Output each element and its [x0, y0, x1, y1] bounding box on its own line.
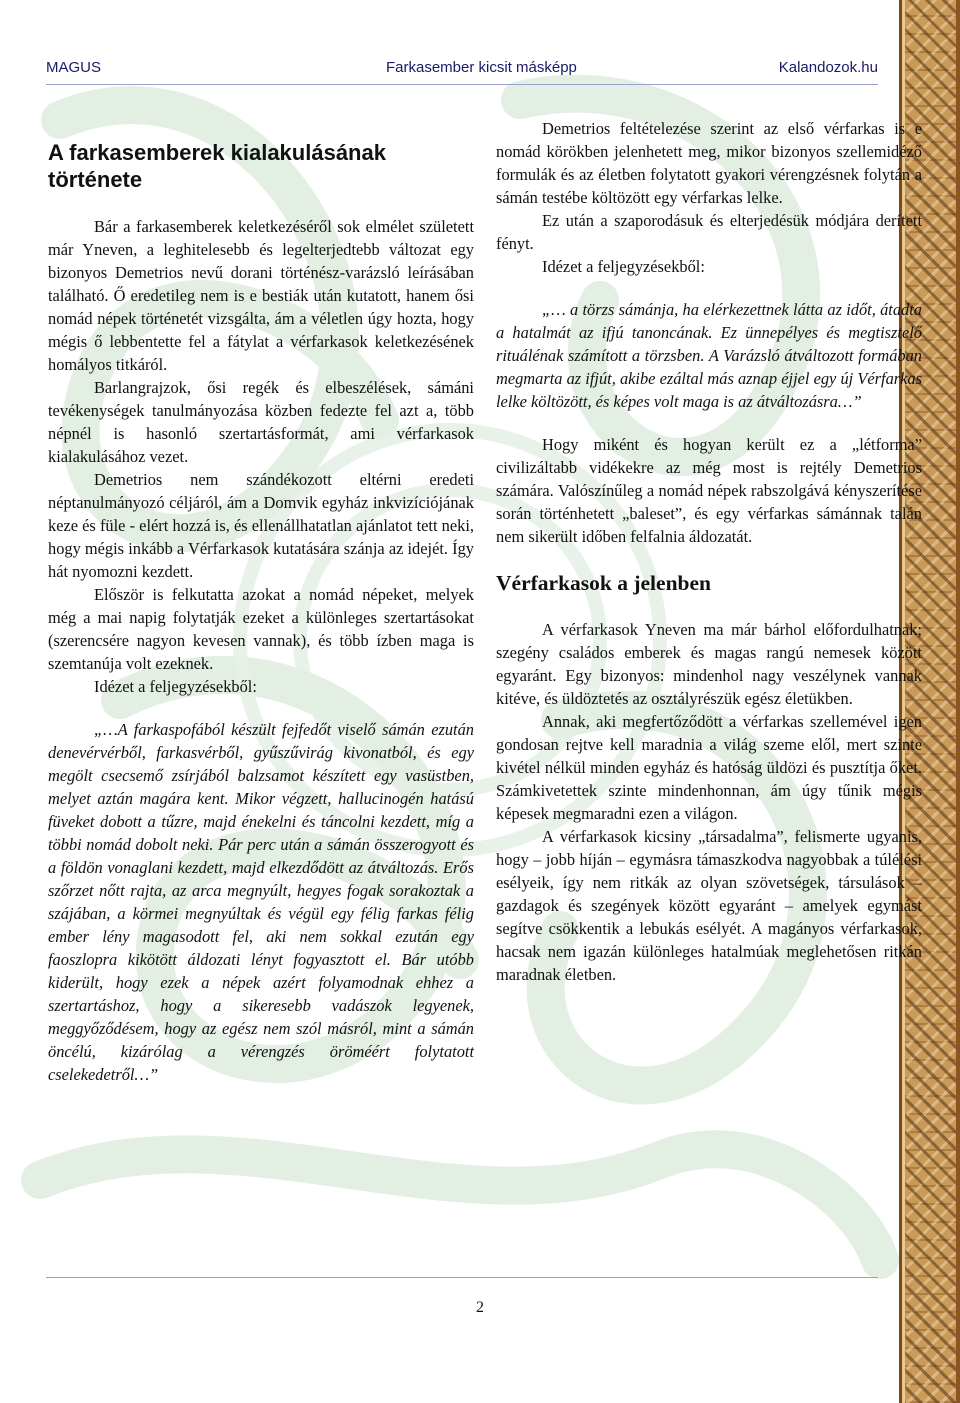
paragraph: Bár a farkasemberek keletkezéséről sok elmélet született már Yneven, a leghitelesebb és legelterjedtebb változat egy bizonyos Demetrios nevű dorani történész-varázsló leírásában található. Ő eredetileg nem is e bestiák után kutatott, hanem ősi nomád népek történetét vizsgálta, ám a véletlen úgy hozta, hogy mégis ő lebbentette fel a fátylat a vérfarkasok keletkezésének homályos titkáról.	[48, 217, 474, 374]
paragraph: Demetrios nem szándékozott eltérni eredeti néptanulmányozó céljáról, ám a Domvik egyház inkvizíciójának keze és füle - elért hozzá is, és ellenállhatatlan ajánlatot tett neki, hogy mégis inkább a Vérfarkasok kutatására szánja az idejét. Így hát nyomozni kezdett.	[48, 470, 474, 581]
paragraph: Ez után a szaporodásuk és elterjedésük módjára derített fényt.	[496, 211, 922, 253]
footer-rule	[46, 1277, 878, 1278]
paragraph: A vérfarkasok kicsiny „társadalma”, felismerte ugyanis, hogy – jobb híján – egymásra támaszkodva nagyobbak a túlélési esélyeik, így nem ritkák az olyan szövetségek, társulások – gazdagok és szegények között egyaránt – amelyek egymást segítve csökkentik a lebukás esélyét. A magányos vérfarkasok, hacsak nem igazán különleges hatalmúak meglehetősen ritkán maradnak életben.	[496, 827, 922, 984]
page-header	[46, 59, 878, 83]
page-number: 2	[476, 1299, 484, 1316]
quote-block: „…A farkaspofából készült fejfedőt viselő sámán ezután denevérvérből, farkasvérből, gyűszűvirág kivonatból, és egy megölt csecsemő zsírjából balzsamot készített egy vasüstben, melyet aztán magára kent. Mikor végzett, hallucinogén hatású füveket dobott a tűzre, majd énekelni és táncolni kezdett, míg a többi nomád dobolt neki. Pár perc után a sámán összerogyott és a földön vonaglani kezdett, majd elkezdődött az átváltozás. Erős szőrzet nőtt rajta, az arca megnyúlt, hegyes fogak sorakoztak a szájában, a körmei megnyúltak és végül egy félig farkas félig ember lény magasodott fel, aki nem sokkal ezután egy faoszlopra kikötött áldozati lényt fogyasztott el. Bár utóbb kiderült, hogy ezek a népek azért folyamodnak ehhez a szertartáshoz, hogy a sikeresebb vadászok legyenek, meggyőződésem, hogy az egész nem szól másról, mint a sámán öncélú, kizárólag a vérengzés öröméért folytatott cselekedetről…”	[48, 720, 474, 1084]
right-column	[496, 117, 922, 986]
header-left: MAGUS	[46, 59, 102, 76]
paragraph: Először is felkutatta azokat a nomád népeket, melyek még a mai napig folytatják ezeket a különleges szertartásokat (szerencsére nagyon kevesen vannak), és több ízben maga is szemtanúja volt ezeknek.	[48, 585, 474, 673]
quote-block: „… a törzs sámánja, ha elérkezettnek látta az időt, átadta a hatalmát az ifjú tanoncának. Ez ünnepélyes és megtisztelő rituálénak számított a törzsben. A Varázsló átváltozott formában megmarta az ifjút, akibe ezáltal más aznap éjjel egy új Vérfarkas lelke költözött, és képes volt maga is az átváltozásra…”	[496, 300, 922, 411]
header-right: Kalandozok.hu	[778, 59, 878, 76]
paragraph: Annak, aki megfertőződött a vérfarkas szellemével igen gondosan rejtve kell maradnia a világ szeme elől, mert szinte kivétel nélkül minden egyház és hatóság üldözi és pusztítja őket. Számkivetettek szinte mindenhonnan, ám úgy tűnik mégis képesek megmaradni ezen a világon.	[496, 712, 922, 823]
header-center: Farkasember kicsit másképp	[386, 59, 577, 76]
paragraph: A vérfarkasok Yneven ma már bárhol előfordulhatnak; szegény családos emberek és magas rangú nemesek között egyaránt. Egy bizonyos: mindenhol nagy veszélynek vannak kitéve, és üldöztetés az osztályrészük egész életükben.	[496, 620, 922, 708]
paragraph: Barlangrajzok, ősi regék és elbeszélések, sámáni tevékenységek tanulmányozása közben fedezte fel azt a, több népnél is hasonló szertartásformát, ami vérfarkasok kialakulásához vezet.	[48, 378, 474, 466]
header-rule	[46, 84, 878, 85]
quote-intro: Idézet a feljegyzésekből:	[94, 677, 257, 696]
left-column	[48, 117, 474, 1086]
article-title: A farkasemberek kialakulásának története	[48, 140, 386, 192]
quote-intro: Idézet a feljegyzésekből:	[542, 257, 705, 276]
section-title: Vérfarkasok a jelenben	[496, 571, 711, 595]
paragraph: Hogy miként és hogyan került ez a „létforma” civilizáltabb vidékekre az még most is rejtély Demetrios számára. Valószínűleg a nomád népek rabszolgává kényszerítése során történhetett „baleset”, és egy vérfarkas sámánnak talán nem sikerült időben felfalnia áldozatát.	[496, 435, 922, 546]
paragraph: Demetrios feltételezése szerint az első vérfarkas is e nomád körökben jelenhetett meg, mikor bizonyos szellemidéző formulák és az életben folytatott gyakori vérengzésnek folytán a sámán testébe költözött egy vérfarkas lelke.	[496, 119, 922, 207]
